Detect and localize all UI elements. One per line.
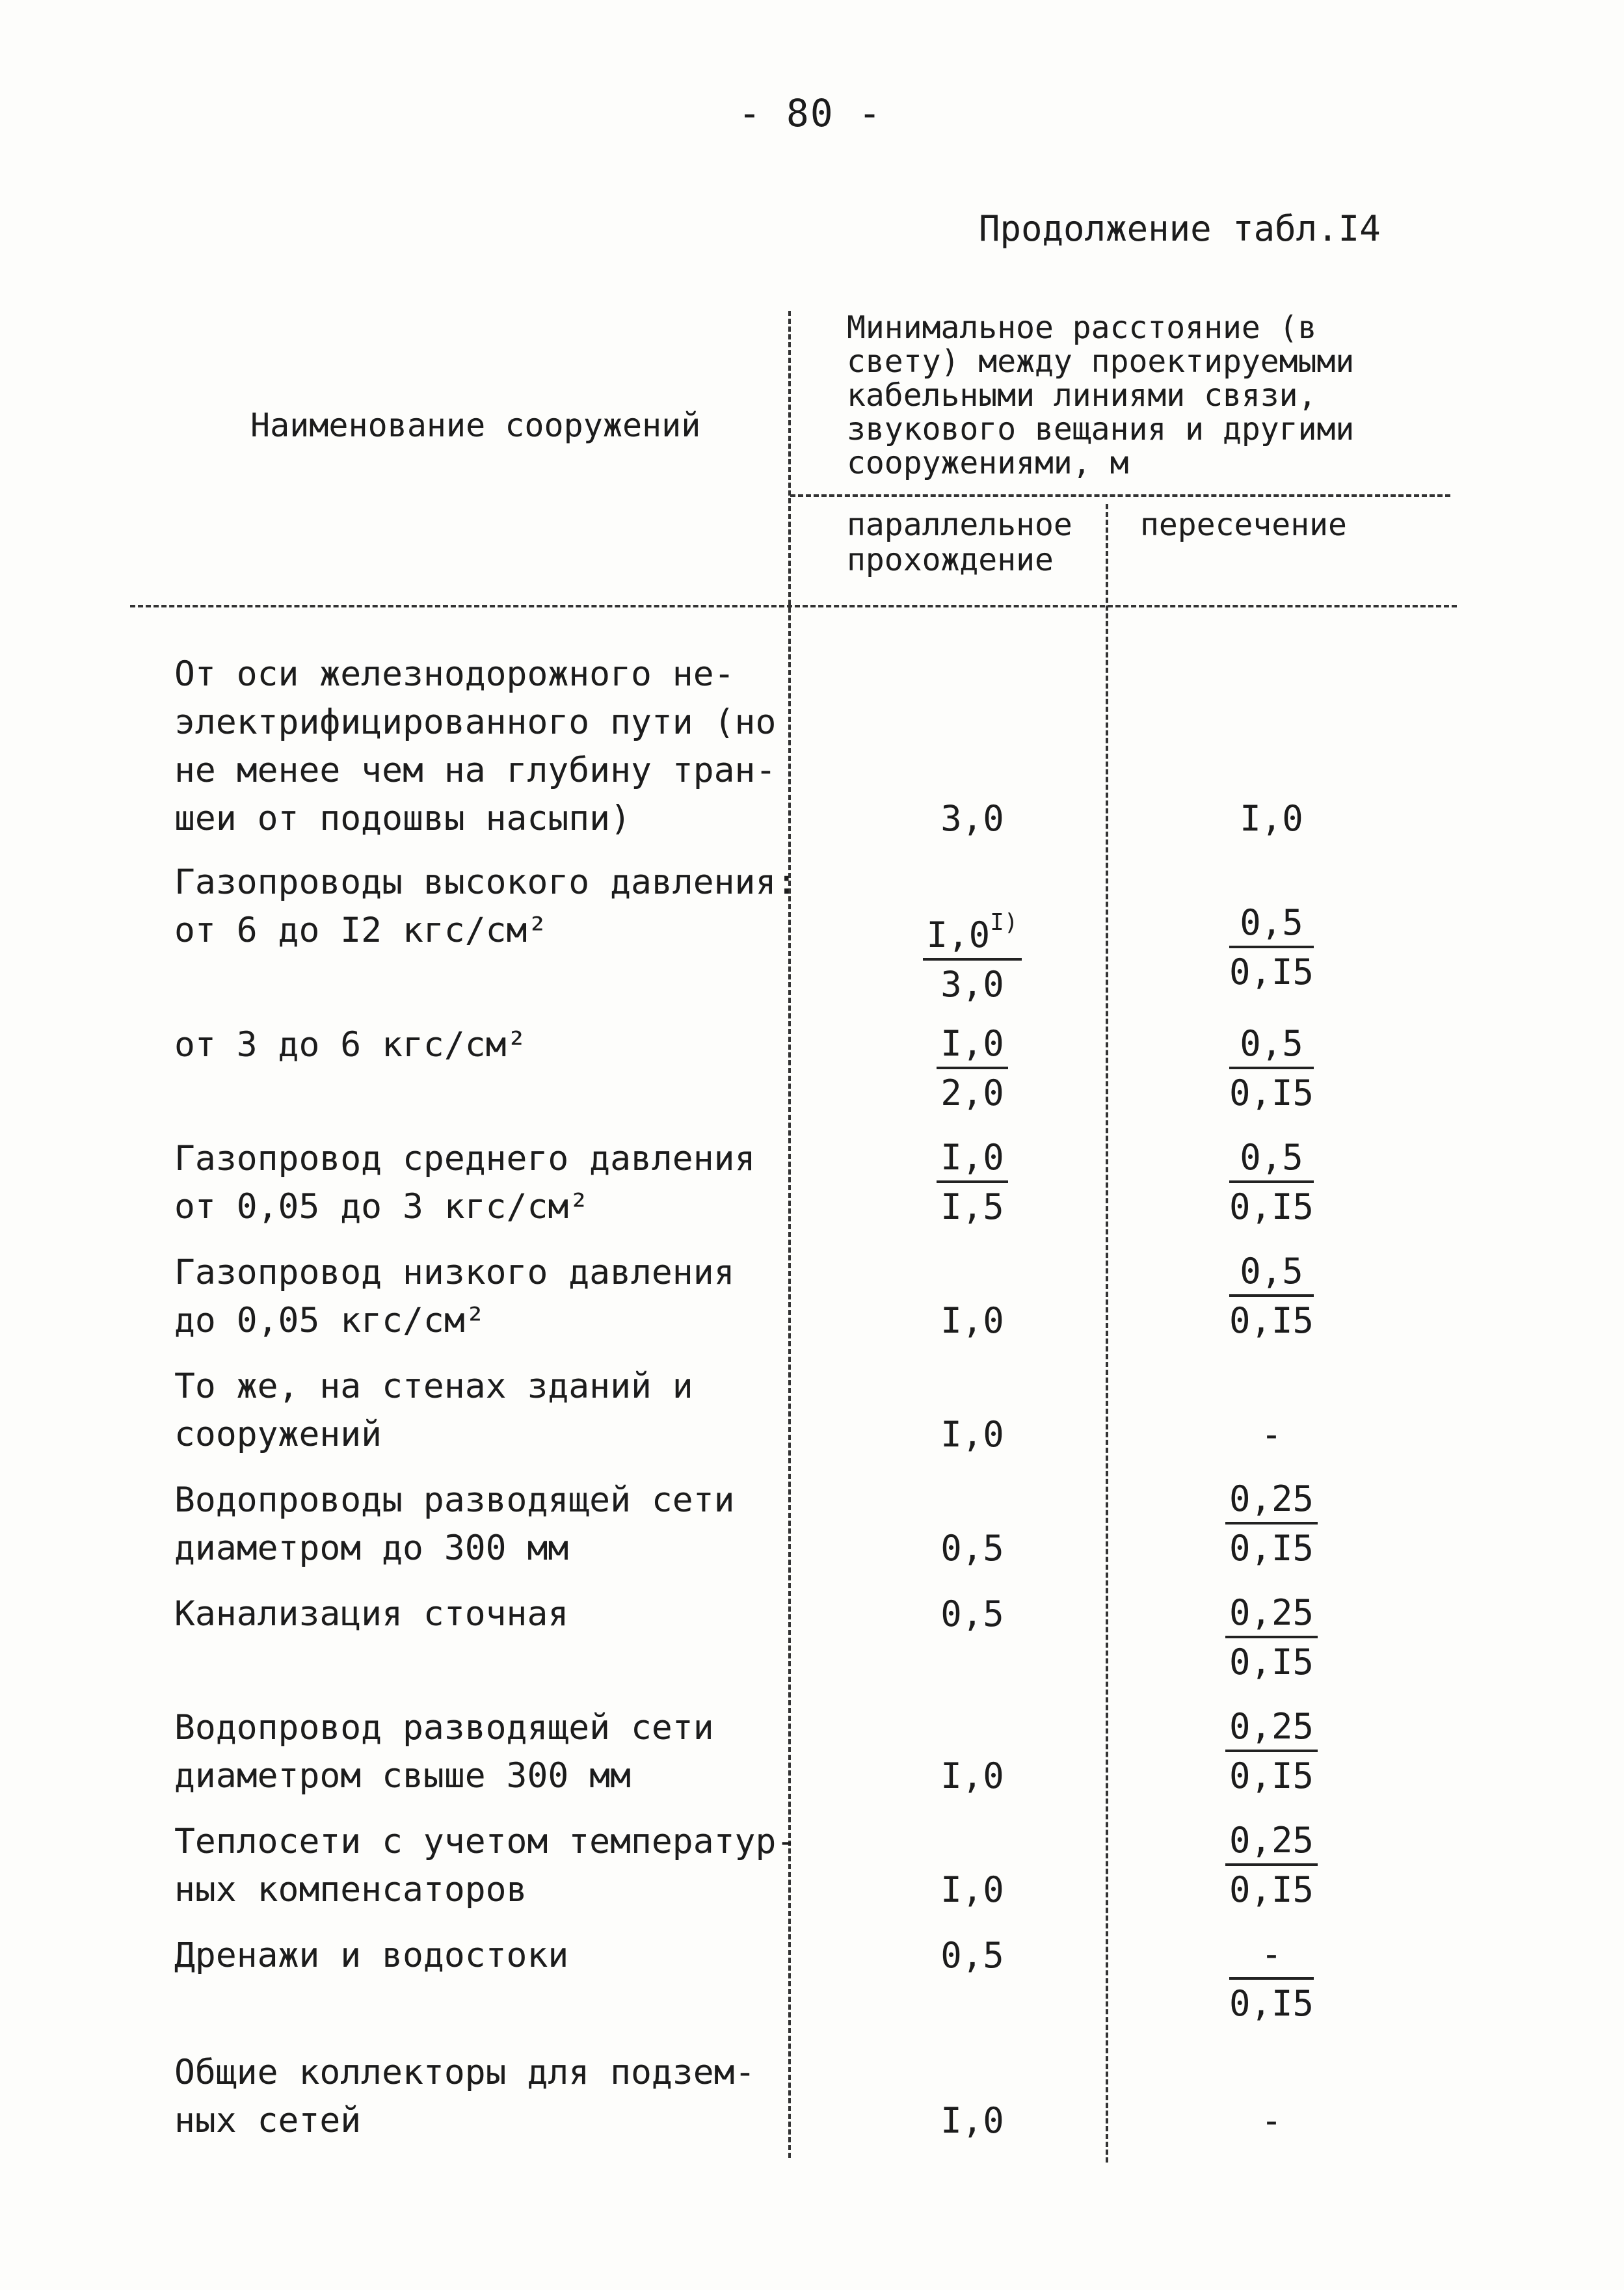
header-subrule: [790, 494, 1450, 497]
crossing-numerator: 0,5: [1229, 1249, 1314, 1297]
crossing-fraction: [1225, 1476, 1318, 1573]
crossing-numerator: 0,25: [1225, 1704, 1318, 1752]
structure-name: Канализация сточная: [174, 1594, 569, 1634]
crossing-fraction: [1229, 900, 1314, 996]
crossing-fraction: [1229, 1249, 1314, 1345]
table-caption: Продолжение табл.I4: [979, 208, 1381, 249]
crossing-denominator: 0,I5: [1229, 1528, 1314, 1569]
header-crossing: пересечение: [1140, 507, 1347, 543]
header-parallel: параллельное прохождение: [847, 507, 1072, 578]
crossing-numerator: 0,5: [1229, 900, 1314, 948]
crossing-numerator: 0,5: [1229, 1021, 1314, 1069]
parallel-value: I,0: [940, 1414, 1004, 1455]
parallel-value: 3,0: [940, 798, 1004, 839]
header-name-column: Наименование сооружений: [250, 406, 701, 444]
structure-name: От оси железнодорожного не- электрифицированного пути (но не менее чем на глубину тран- шеи от подошвы насыпи): [174, 654, 777, 838]
structure-name: Газопровод среднего давления от 0,05 до 3 кгс/см²: [174, 1139, 756, 1227]
parallel-denominator: 2,0: [940, 1072, 1004, 1113]
parallel-numerator: I,0: [937, 1021, 1008, 1069]
crossing-numerator: -: [1229, 1932, 1314, 1980]
parallel-fraction: [937, 1021, 1008, 1117]
parallel-value: I,0: [940, 1869, 1004, 1910]
crossing-fraction: [1225, 1590, 1318, 1686]
structure-name: Газопроводы высокого давления: от 6 до I2 кгс/см²: [174, 862, 797, 950]
parallel-denominator: I,5: [940, 1186, 1004, 1227]
parallel-denominator: 3,0: [940, 964, 1004, 1005]
parallel-numerator: I,0: [937, 1135, 1008, 1183]
crossing-denominator: 0,I5: [1229, 1642, 1314, 1683]
crossing-denominator: 0,I5: [1229, 952, 1314, 992]
column-divider-2: [1106, 504, 1108, 2163]
crossing-numerator: 0,5: [1229, 1135, 1314, 1183]
structure-name: Общие коллекторы для подзем- ных сетей: [174, 2053, 756, 2140]
crossing-numerator: 0,25: [1225, 1590, 1318, 1638]
crossing-fraction: [1229, 1135, 1314, 1231]
parallel-value: I,0: [940, 1300, 1004, 1341]
crossing-denominator: 0,I5: [1229, 1755, 1314, 1796]
parallel-value: 0,5: [940, 1528, 1004, 1569]
crossing-denominator: 0,I5: [1229, 1983, 1314, 2024]
structure-name: Дренажи и водостоки: [174, 1936, 569, 1975]
structure-name: Водопроводы разводящей сети диаметром до 300 мм: [174, 1480, 735, 1568]
parallel-value: 0,5: [940, 1935, 1004, 1976]
parallel-numerator: I,0: [926, 914, 991, 955]
page-number: - 80 -: [738, 91, 883, 135]
crossing-value: -: [1260, 1414, 1283, 1455]
crossing-fraction: [1225, 1704, 1318, 1800]
parallel-fraction: [937, 1135, 1008, 1231]
parallel-value: 0,5: [940, 1593, 1004, 1634]
crossing-value: I,0: [1240, 798, 1303, 839]
crossing-denominator: 0,I5: [1229, 1072, 1314, 1113]
parallel-value: I,0: [940, 1755, 1004, 1796]
crossing-denominator: 0,I5: [1229, 1186, 1314, 1227]
crossing-fraction: [1229, 1932, 1314, 2028]
crossing-numerator: 0,25: [1225, 1818, 1318, 1866]
structure-name: от 3 до 6 кгс/см²: [174, 1025, 527, 1065]
footnote-mark: I): [990, 909, 1018, 936]
parallel-fraction: [923, 900, 1022, 1009]
parallel-value: I,0: [940, 2100, 1004, 2141]
structure-name: То же, на стенах зданий и сооружений: [174, 1366, 693, 1454]
structure-name: Газопровод низкого давления до 0,05 кгс/см²: [174, 1253, 735, 1340]
structure-name: Теплосети с учетом температур- ных компенсаторов: [174, 1822, 797, 1910]
crossing-denominator: 0,I5: [1229, 1300, 1314, 1341]
structure-name: Водопровод разводящей сети диаметром свыше 300 мм: [174, 1708, 714, 1796]
header-min-distance: Минимальное расстояние (в свету) между проектируемыми кабельными линиями связи, звукового вещания и другими сооружениями, м: [847, 310, 1355, 481]
crossing-value: -: [1260, 2100, 1283, 2141]
crossing-fraction: [1225, 1818, 1318, 1914]
crossing-fraction: [1229, 1021, 1314, 1117]
header-bottom-rule: [130, 605, 1457, 607]
crossing-numerator: 0,25: [1225, 1476, 1318, 1524]
crossing-denominator: 0,I5: [1229, 1869, 1314, 1910]
